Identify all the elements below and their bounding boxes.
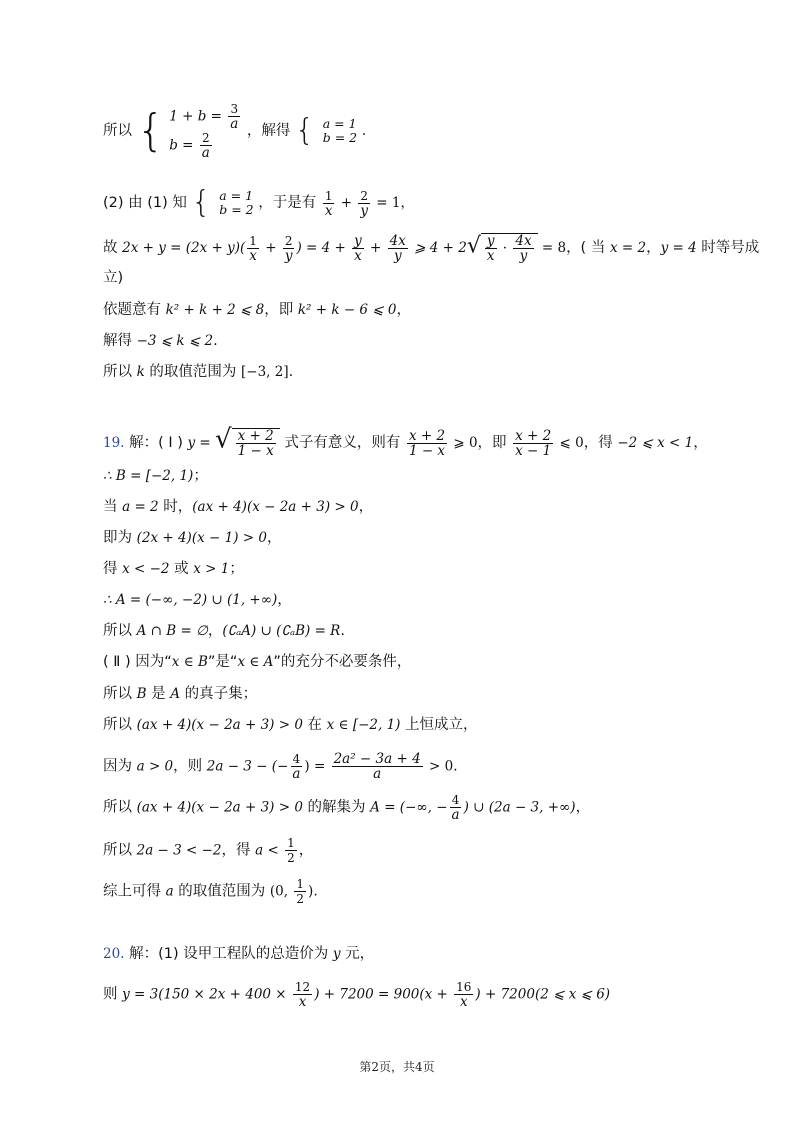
expr: a > 0 [136,758,174,775]
num: x + 2 [237,428,274,444]
expr: ) + 7200(2 ⩽ x ⩽ 6) [475,986,611,1003]
expr: a < [255,842,284,859]
den: y [360,202,368,219]
den: a [373,766,382,782]
line-7 [103,362,293,382]
expr: = 8 [537,240,567,256]
num: 16 [456,980,472,994]
text: 元， [340,946,375,962]
num: 1 [249,233,257,248]
text: ，得 [583,435,618,451]
den: a [292,766,301,782]
fraction [388,234,408,263]
expr: ) = [304,758,330,775]
text: . [340,623,345,639]
text: ， [207,623,223,639]
text: (2) 由 (1) 知 [103,195,187,211]
num: 2 [201,131,210,145]
expr: ) ∪ (2a − 3, +∞) [463,799,576,816]
den: 1 − x [237,443,274,459]
expr: (2x + 4)(x − 1) > 0 [136,530,267,546]
expr: (0, [269,883,293,900]
expr: x < −2 [122,561,170,577]
text: 的真子集； [180,686,258,702]
line-11 [103,528,281,548]
expr: −2 ⩽ x < 1 [617,435,694,451]
text: ， [396,302,411,318]
num: 4 [451,793,460,807]
fraction [454,980,473,1009]
num: 1 [287,836,295,850]
text: ， [693,435,708,451]
text: ( Ⅱ ) 因为“ [103,654,172,670]
problem-number: 20. [103,946,125,962]
expr: A ∩ B = ∅ [136,623,208,639]
expr: y [332,946,341,962]
num: 1 [324,188,333,203]
fraction [200,131,212,160]
line-16 [103,684,257,704]
text: 依题意有 [103,302,166,318]
text: . [361,123,367,139]
op: · [498,240,512,257]
line-19 [103,793,590,822]
text: 所以 [103,686,137,702]
text: 解：( Ⅰ ) [124,435,188,451]
num: 4 [292,752,301,766]
fraction [236,429,276,458]
num: x + 2 [515,427,552,444]
text: 是 [146,686,171,702]
den: y [284,247,293,264]
eq: b = 2 [322,130,358,145]
text: ，于是有 [258,195,317,211]
expr: y = 4 [660,240,697,256]
expr: ∴ B = [−2, 1) [103,468,194,484]
text: 式子有意义，则有 [279,435,405,451]
num: 4x [515,233,532,249]
den: a [230,116,239,132]
line-18 [103,752,458,781]
expr: ⩾ 0 [449,435,478,451]
text: ，得 [221,842,256,859]
text: . [288,364,294,380]
num: 3 [230,102,239,116]
fraction [228,102,240,131]
text: ，即 [477,435,512,451]
sqrt: √ $\frac{x + 2}{1 - x}$ [215,428,280,458]
fraction [285,836,297,865]
fraction [323,189,335,218]
expr: k² + k + 2 ⩽ 8 [165,302,265,318]
line-14 [103,621,345,641]
num: 12 [294,980,311,994]
expr: a = 2 [122,499,159,515]
expr: y = [187,435,216,451]
line-3 [103,233,759,263]
sqrt: √ $\frac{y}{x}$ · $\frac{4x}{y}$ [467,233,538,263]
solution-system [323,117,357,145]
fraction [283,234,295,263]
expr: (ax + 4)(x − 2a + 3) > 0 [192,499,359,515]
expr: ) [307,883,314,900]
expr: x ∈ [−2, 1) [326,717,401,733]
text: . [213,333,218,349]
text: 故 [103,240,123,256]
eq: b = 2 [219,202,254,217]
text: 则 [103,986,123,1003]
text: 所以 [103,799,137,816]
expr: (ax + 4)(x − 2a + 3) > 0 [136,717,303,733]
fraction [352,234,364,263]
line-15 [103,652,411,672]
equation-system [219,189,253,217]
text: 所以 [103,623,137,639]
text: 得 [103,561,123,577]
text: ， [575,799,591,816]
text: 的取值范围为 [144,364,242,380]
expr: [−3, 2] [241,364,289,380]
expr: ∴ A = (−∞, −2) ∪ (1, +∞) [103,592,278,608]
text: 时等号成 [696,240,760,256]
expr: 2a − 3 − (− [206,758,289,775]
fraction [293,980,312,1009]
text: 综上可得 [103,883,166,900]
num: 1 [296,877,304,891]
expr: 2x + y = (2x + y)( [122,240,246,256]
num: 4x [389,232,406,249]
line-1 [103,102,366,160]
eq: a = 1 [219,188,254,203]
fraction [513,429,553,458]
line-9 [103,466,208,486]
line-4: 立) [103,270,124,286]
expr: A = (−∞, − [370,799,448,816]
den: x [324,202,333,219]
text: 的解集为 [302,799,371,816]
text: ， [298,842,314,859]
expr: A [170,686,180,702]
expr: ⩽ 0 [555,435,584,451]
den: x − 1 [515,442,552,459]
expr: > 0 [424,758,454,775]
left-brace-icon: { [136,105,165,156]
problem-20-line-2 [103,980,610,1009]
text: ，则 [173,758,207,775]
expr: x = 2 [609,240,647,256]
problem-number: 19. [103,435,125,451]
num: x + 2 [408,427,446,444]
text: 所以 [103,364,137,380]
text: ，解得 [246,123,291,139]
fraction [294,877,306,906]
line-12 [103,559,244,579]
text: ，( 当 [566,240,610,256]
text: 或 [169,561,194,577]
fraction [450,793,462,822]
line-20 [103,836,313,865]
expr: y = 3(150 × 2x + 400 × [122,986,291,1003]
text: 上恒成立， [400,717,478,733]
num: 2 [284,233,293,248]
eq: b = [169,137,198,154]
expr: k² + k − 6 ⩽ 0 [297,302,397,318]
num: 2a² − 3a + 4 [333,751,421,767]
eq: a = 1 [322,116,357,131]
text: = 1， [372,195,414,211]
fraction [247,234,259,263]
line-2 [103,185,414,220]
den: x [354,247,362,264]
fraction [332,752,423,781]
text: 所以 [103,717,137,733]
text: ， [646,240,661,256]
fraction [407,429,447,458]
eq: 1 + b = [169,108,227,125]
expr: a [165,883,174,900]
op: + [260,240,281,256]
expr: 2a − 3 < −2 [136,842,222,859]
left-brace-icon: { [191,185,211,220]
equation-system [169,102,242,160]
fraction [485,234,497,263]
text: 所以 [103,123,132,139]
text: 解：(1) 设甲工程队的总造价为 [124,946,333,962]
den: 2 [296,892,304,906]
num: 2 [360,188,368,203]
text: 在 [302,717,327,733]
den: 1 − x [408,442,446,459]
den: y [393,247,402,264]
den: x [486,248,495,264]
line-21 [103,877,318,906]
text: ； [229,561,244,577]
fraction [290,752,302,781]
text: 解得 [103,333,137,349]
page-footer: 第2页，共4页 [359,1060,435,1074]
num: y [486,233,495,249]
text: ， [358,499,374,515]
text: ”的充分不必要条件， [273,654,412,670]
text: 的取值范围为 [173,883,270,900]
line-17 [103,715,478,735]
expr: ) + 7200 = 900(x + [314,986,453,1003]
den: 2 [287,851,295,865]
text: ， [266,530,282,546]
line-6 [103,331,218,351]
text: 当 [103,499,123,515]
problem-20-line-1 [103,944,374,964]
line-13 [103,590,292,610]
expr: ⩾ 4 + 2 [409,240,467,256]
text: ； [193,468,208,484]
expr: −3 ⩽ k ⩽ 2 [136,333,214,349]
text: ， [277,592,292,608]
expr: ) = 4 + [296,240,351,256]
text: ，即 [264,302,298,318]
fraction [513,234,533,263]
line-5 [103,300,411,320]
text: 即为 [103,530,137,546]
expr: x ∈ B [171,654,208,670]
den: a [201,145,210,161]
expr: (ax + 4)(x − 2a + 3) > 0 [136,799,303,816]
den: x [249,247,257,264]
fraction [358,189,370,218]
expr: k [136,364,145,380]
expr: (∁ₐA) ∪ (∁ₐB) = R [222,623,341,639]
text: . [453,758,458,775]
problem-19-line-1 [103,424,708,459]
num: y [354,232,362,249]
text: 因为 [103,758,137,775]
den: y [519,248,528,264]
left-brace-icon: { [295,113,315,148]
text: 所以 [103,842,137,859]
text: 时， [158,499,193,515]
expr: x ∈ A [237,654,274,670]
op: + [336,195,357,211]
line-10 [103,497,373,517]
text: . [313,883,318,900]
text: ”是“ [207,654,238,670]
den: a [451,807,460,823]
expr: x > 1 [193,561,230,577]
den: x [298,994,307,1010]
op: + [365,240,386,256]
expr: B [136,686,147,702]
den: x [459,994,468,1010]
